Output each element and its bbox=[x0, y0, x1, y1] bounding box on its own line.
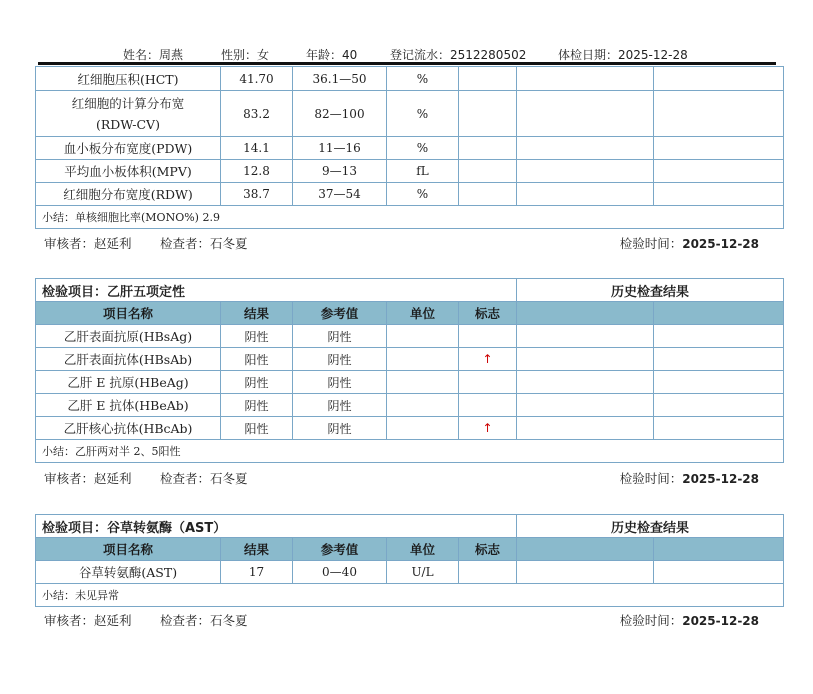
history-cell bbox=[654, 325, 784, 348]
test-time-value: 2025-12-28 bbox=[682, 614, 759, 628]
column-header-row bbox=[36, 538, 784, 561]
up-arrow-icon: ↑ bbox=[459, 348, 517, 371]
col-header-unit: 单位 bbox=[387, 302, 459, 325]
test-time-value: 2025-12-28 bbox=[682, 237, 759, 251]
test-time-value: 2025-12-28 bbox=[682, 472, 759, 486]
history-cell bbox=[517, 183, 654, 206]
item-unit: U/L bbox=[387, 561, 459, 584]
table-row bbox=[36, 137, 784, 160]
col-header-unit: 单位 bbox=[387, 538, 459, 561]
item-flag bbox=[459, 371, 517, 394]
col-header-history bbox=[654, 302, 784, 325]
item-flag bbox=[459, 67, 517, 91]
section-title-row bbox=[36, 515, 784, 538]
item-flag bbox=[459, 325, 517, 348]
history-cell bbox=[517, 394, 654, 417]
item-result: 41.70 bbox=[221, 67, 293, 91]
col-header-name: 项目名称 bbox=[36, 538, 221, 561]
col-header-result: 结果 bbox=[221, 302, 293, 325]
col-header-history bbox=[517, 538, 654, 561]
item-flag bbox=[459, 183, 517, 206]
table-row bbox=[36, 91, 784, 137]
section3-footer bbox=[35, 611, 783, 629]
item-reference: 82—100 bbox=[293, 91, 387, 137]
patient-age: 年龄：40 bbox=[306, 48, 358, 62]
item-name: 谷草转氨酶(AST) bbox=[36, 561, 221, 584]
history-cell bbox=[517, 137, 654, 160]
item-reference: 阴性 bbox=[293, 325, 387, 348]
summary-text: 小结：单核细胞比率(MONO%) 2.9 bbox=[36, 206, 784, 229]
patient-gender: 性别：女 bbox=[221, 48, 270, 62]
section-title-row bbox=[36, 279, 784, 302]
item-name bbox=[36, 91, 221, 137]
section2-footer bbox=[35, 469, 783, 487]
history-cell bbox=[517, 67, 654, 91]
test-time bbox=[620, 234, 759, 252]
history-title: 历史检查结果 bbox=[517, 515, 784, 538]
table-row bbox=[36, 348, 784, 371]
item-reference: 37—54 bbox=[293, 183, 387, 206]
item-result: 38.7 bbox=[221, 183, 293, 206]
item-unit bbox=[387, 325, 459, 348]
history-cell bbox=[654, 137, 784, 160]
history-cell bbox=[654, 561, 784, 584]
checker: 检查者：石冬夏 bbox=[160, 236, 248, 251]
item-reference: 9—13 bbox=[293, 160, 387, 183]
table-row bbox=[36, 394, 784, 417]
history-cell bbox=[517, 325, 654, 348]
checker: 检查者：石冬夏 bbox=[160, 613, 248, 628]
item-result: 阴性 bbox=[221, 394, 293, 417]
reviewer: 审核者：赵延利 bbox=[44, 613, 132, 628]
item-result: 14.1 bbox=[221, 137, 293, 160]
item-name: 乙肝 E 抗原(HBeAg) bbox=[36, 371, 221, 394]
test-time-label: 检验时间： bbox=[619, 471, 683, 486]
item-result: 阴性 bbox=[221, 371, 293, 394]
section1-footer bbox=[35, 234, 783, 252]
item-flag bbox=[459, 394, 517, 417]
item-name: 红细胞压积(HCT) bbox=[36, 67, 221, 91]
item-reference: 阴性 bbox=[293, 394, 387, 417]
table-row bbox=[36, 561, 784, 584]
item-result: 阴性 bbox=[221, 325, 293, 348]
history-cell bbox=[654, 67, 784, 91]
section2-table bbox=[35, 278, 784, 463]
summary-row bbox=[36, 584, 784, 607]
item-unit bbox=[387, 394, 459, 417]
test-time-label: 检验时间： bbox=[619, 236, 683, 251]
item-name: 乙肝核心抗体(HBcAb) bbox=[36, 417, 221, 440]
col-header-history bbox=[654, 538, 784, 561]
history-cell bbox=[517, 348, 654, 371]
item-reference: 阴性 bbox=[293, 371, 387, 394]
summary-row bbox=[36, 440, 784, 463]
history-cell bbox=[517, 91, 654, 137]
exam-date: 体检日期：2025-12-28 bbox=[558, 48, 688, 62]
col-header-reference: 参考值 bbox=[293, 538, 387, 561]
table-row bbox=[36, 325, 784, 348]
col-header-flag: 标志 bbox=[459, 538, 517, 561]
item-result: 阳性 bbox=[221, 417, 293, 440]
item-name: 乙肝 E 抗体(HBeAb) bbox=[36, 394, 221, 417]
history-cell bbox=[654, 348, 784, 371]
item-name: 红细胞分布宽度(RDW) bbox=[36, 183, 221, 206]
test-time bbox=[620, 469, 759, 487]
summary-text: 小结：乙肝两对半 2、5阳性 bbox=[36, 440, 784, 463]
item-reference: 阴性 bbox=[293, 348, 387, 371]
checker: 检查者：石冬夏 bbox=[160, 471, 248, 486]
item-flag bbox=[459, 160, 517, 183]
item-name-line2: (RDW-CV) bbox=[96, 116, 160, 132]
history-cell bbox=[654, 417, 784, 440]
table-row bbox=[36, 67, 784, 91]
item-result: 12.8 bbox=[221, 160, 293, 183]
table-row bbox=[36, 183, 784, 206]
col-header-result: 结果 bbox=[221, 538, 293, 561]
col-header-history bbox=[517, 302, 654, 325]
history-cell bbox=[654, 371, 784, 394]
test-time bbox=[620, 611, 759, 629]
item-unit: % bbox=[387, 137, 459, 160]
item-unit bbox=[387, 417, 459, 440]
table-row bbox=[36, 417, 784, 440]
item-flag bbox=[459, 137, 517, 160]
col-header-name: 项目名称 bbox=[36, 302, 221, 325]
patient-name: 姓名：周燕 bbox=[123, 48, 184, 62]
item-result: 17 bbox=[221, 561, 293, 584]
item-unit: % bbox=[387, 67, 459, 91]
col-header-flag: 标志 bbox=[459, 302, 517, 325]
registration-number: 登记流水：2512280502 bbox=[390, 48, 527, 62]
item-unit: % bbox=[387, 183, 459, 206]
history-cell bbox=[517, 417, 654, 440]
test-time-label: 检验时间： bbox=[619, 613, 683, 628]
item-unit bbox=[387, 371, 459, 394]
history-cell bbox=[654, 183, 784, 206]
section-title: 检验项目：谷草转氨酶（AST） bbox=[36, 515, 517, 538]
item-name: 乙肝表面抗体(HBsAb) bbox=[36, 348, 221, 371]
history-cell bbox=[654, 91, 784, 137]
item-name: 乙肝表面抗原(HBsAg) bbox=[36, 325, 221, 348]
table-row bbox=[36, 371, 784, 394]
item-name: 血小板分布宽度(PDW) bbox=[36, 137, 221, 160]
item-unit: % bbox=[387, 91, 459, 137]
item-name-line1: 红细胞的计算分布宽 bbox=[71, 95, 185, 111]
item-reference: 阴性 bbox=[293, 417, 387, 440]
section-title: 检验项目：乙肝五项定性 bbox=[36, 279, 517, 302]
col-header-reference: 参考值 bbox=[293, 302, 387, 325]
history-cell bbox=[654, 160, 784, 183]
item-flag bbox=[459, 561, 517, 584]
item-unit: fL bbox=[387, 160, 459, 183]
item-flag bbox=[459, 91, 517, 137]
item-reference: 11—16 bbox=[293, 137, 387, 160]
table-row bbox=[36, 160, 784, 183]
up-arrow-icon: ↑ bbox=[459, 417, 517, 440]
section3-table bbox=[35, 514, 784, 607]
item-unit bbox=[387, 348, 459, 371]
history-cell bbox=[517, 371, 654, 394]
item-reference: 36.1—50 bbox=[293, 67, 387, 91]
reviewer: 审核者：赵延利 bbox=[44, 236, 132, 251]
history-cell bbox=[654, 394, 784, 417]
reviewer: 审核者：赵延利 bbox=[44, 471, 132, 486]
item-result: 83.2 bbox=[221, 91, 293, 137]
item-name: 平均血小板体积(MPV) bbox=[36, 160, 221, 183]
column-header-row bbox=[36, 302, 784, 325]
history-cell bbox=[517, 561, 654, 584]
section1-table bbox=[35, 66, 784, 229]
summary-text: 小结：未见异常 bbox=[36, 584, 784, 607]
item-reference: 0—40 bbox=[293, 561, 387, 584]
patient-header bbox=[38, 44, 776, 62]
history-cell bbox=[517, 160, 654, 183]
header-divider bbox=[38, 62, 776, 65]
history-title: 历史检查结果 bbox=[517, 279, 784, 302]
item-result: 阳性 bbox=[221, 348, 293, 371]
summary-row bbox=[36, 206, 784, 229]
